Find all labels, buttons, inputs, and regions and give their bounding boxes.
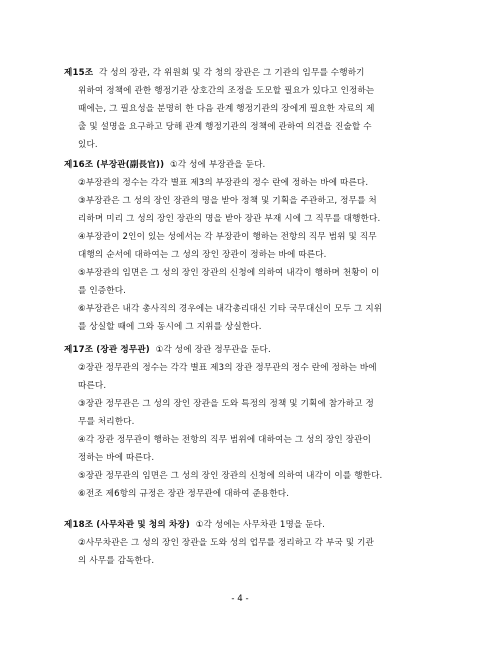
article-17-heading: 제17조 (장관 정무관) bbox=[64, 345, 150, 355]
article-16-line-4: 리하며 미리 그 성의 장인 장관의 명을 받아 장관 부재 시에 그 직무를 대행한다. bbox=[78, 214, 381, 224]
article-15-text-1: 각 성의 장관, 각 위원회 및 각 청의 장관은 그 기관의 임무를 수행하기 bbox=[98, 68, 365, 78]
article-18-line-1 bbox=[64, 516, 414, 534]
article-16-line-10: 를 상실할 때에 그와 동시에 그 지위를 상실한다. bbox=[78, 322, 262, 332]
article-16-heading: 제16조 (부장관(副長官)) bbox=[64, 160, 165, 170]
article-17-line-3: 따른다. bbox=[78, 381, 107, 391]
article-15-line-4: 출 및 설명을 요구하고 당해 관계 행정기관의 정책에 관하여 의견을 진술할 수 bbox=[78, 122, 372, 132]
article-17-text-1: ①각 성에 장관 정무관을 둔다. bbox=[155, 345, 271, 355]
article-17-line-9: ⑥전조 제6항의 규정은 장관 정무관에 대하여 준용한다. bbox=[78, 489, 290, 499]
article-17-line-8: ⑤장관 정무관의 임면은 그 성의 장인 장관의 신청에 의하여 내각이 이를 행한다. bbox=[78, 471, 383, 481]
article-15-line-3: 때에는, 그 필요성을 분명히 한 다음 관계 행정기관의 장에게 필요한 자료의 제 bbox=[78, 104, 375, 114]
article-18-line-2: ②사무차관은 그 성의 장인 장관을 도와 성의 업무를 정리하고 각 부국 및 기관 bbox=[78, 538, 374, 548]
article-17-line-5: 무를 처리한다. bbox=[78, 417, 135, 427]
article-16-line-5: ④부장관이 2인이 있는 성에서는 각 부장관이 행하는 전항의 직무 범위 및 직무 bbox=[78, 232, 377, 242]
article-16-line-7: ⑤부장관의 임면은 그 성의 장인 장관의 신청에 의하여 내각이 행하며 천황이 이 bbox=[78, 268, 380, 278]
article-16-text-1: ①각 성에 부장관을 둔다. bbox=[169, 160, 266, 170]
article-16-line-9: ⑥부장관은 내각 총사직의 경우에는 내각총리대신 기타 국무대신이 모두 그 지위 bbox=[78, 304, 383, 314]
article-17-line-4: ③장관 정무관은 그 성의 장인 장관을 도와 특정의 정책 및 기획에 참가하고 정 bbox=[78, 399, 374, 409]
article-17-line-2: ②장관 정무관의 정수는 각각 별표 제3의 장관 정무관의 정수 란에 정하는 바에 bbox=[78, 363, 377, 373]
article-17-line-7: 정하는 바에 따른다. bbox=[78, 453, 155, 463]
article-18-text-1: ①각 성에는 사무차관 1명을 둔다. bbox=[195, 520, 326, 530]
article-15 bbox=[64, 64, 414, 154]
article-18-heading: 제18조 (사무차관 및 청의 차장) bbox=[64, 520, 190, 530]
article-15-heading: 제15조 bbox=[64, 68, 94, 78]
article-15-line-1 bbox=[64, 64, 414, 82]
article-16-line-3: ③부장관은 그 성의 장인 장관의 명을 받아 정책 및 기획을 주관하고, 정무를 처 bbox=[78, 196, 377, 206]
article-17-line-1 bbox=[64, 341, 414, 359]
article-16-line-6: 대행의 순서에 대하여는 그 성의 장인 장관이 정하는 바에 따른다. bbox=[78, 250, 327, 260]
article-16-line-2: ②부장관의 정수는 각각 별표 제3의 부장관의 정수 란에 정하는 바에 따른다. bbox=[78, 178, 369, 188]
article-18 bbox=[64, 516, 414, 570]
page-number: - 4 - bbox=[231, 594, 249, 604]
article-16 bbox=[64, 156, 414, 336]
article-17-line-6: ④각 장관 정무관이 행하는 전항의 직무 범위에 대하여는 그 성의 장인 장관이 bbox=[78, 435, 372, 445]
article-16-line-8: 를 인증한다. bbox=[78, 286, 127, 296]
article-15-line-5: 있다. bbox=[78, 140, 98, 150]
article-17 bbox=[64, 341, 414, 503]
article-15-line-2: 위하여 정책에 관한 행정기관 상호간의 조정을 도모할 필요가 있다고 인정하는 bbox=[78, 86, 375, 96]
article-18-line-3: 의 사무를 감독한다. bbox=[78, 556, 155, 566]
article-16-line-1 bbox=[64, 156, 414, 174]
